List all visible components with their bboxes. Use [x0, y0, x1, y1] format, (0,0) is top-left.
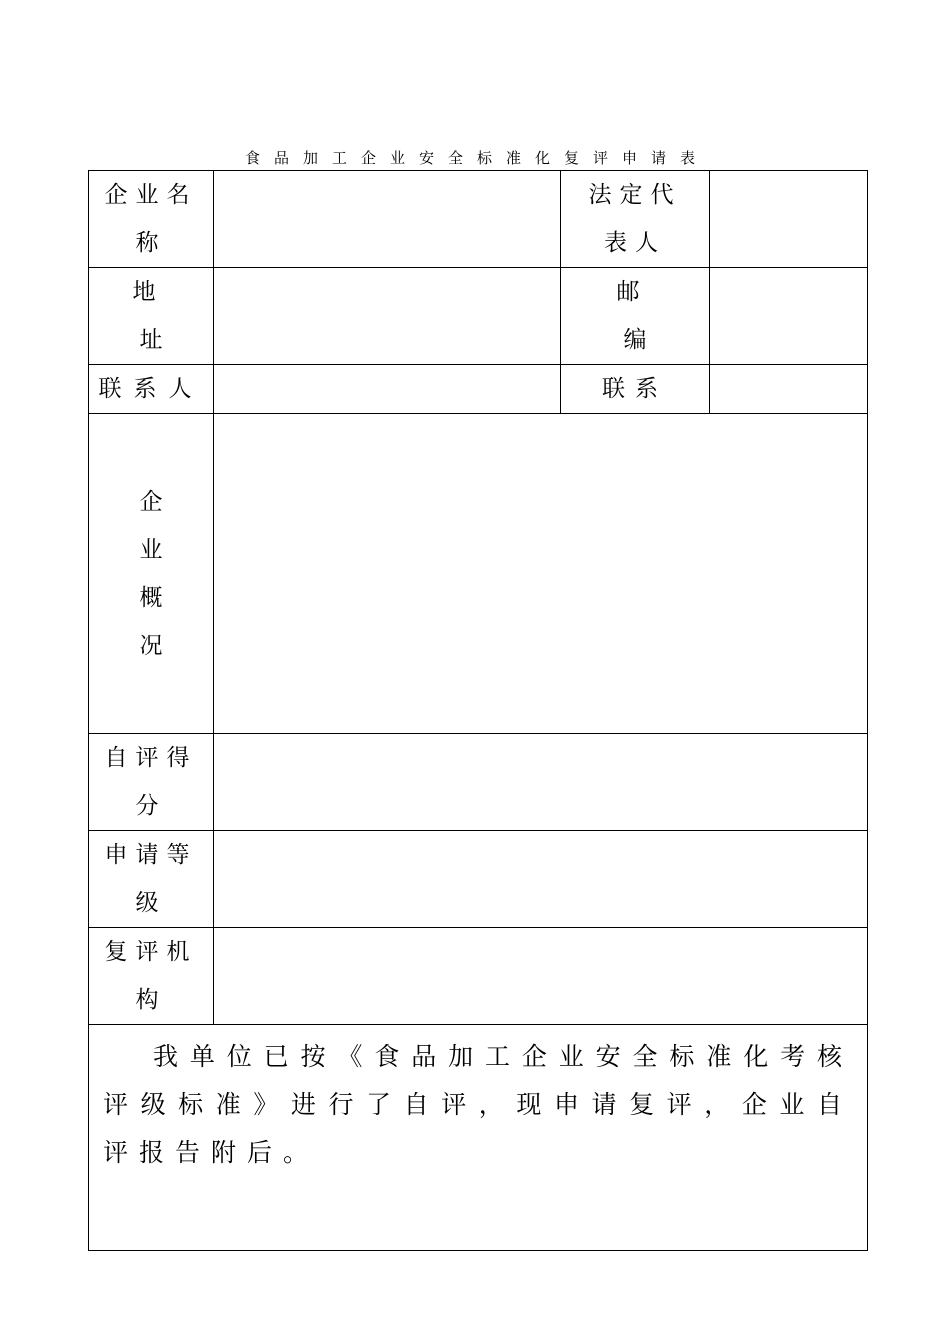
overview-label: 企 业 概 况 [89, 414, 214, 734]
review-org-label: 复评机 构 [89, 928, 214, 1025]
contact-person-field[interactable] [214, 365, 561, 414]
review-org-field[interactable] [214, 928, 868, 1025]
self-score-label: 自评得 分 [89, 734, 214, 831]
postcode-field[interactable] [710, 268, 868, 365]
legal-rep-field[interactable] [710, 171, 868, 268]
contact-label: 联系 [561, 365, 710, 414]
company-name-field[interactable] [214, 171, 561, 268]
overview-field[interactable] [214, 414, 868, 734]
address-field[interactable] [214, 268, 561, 365]
application-form-table [88, 170, 868, 1251]
statement-text: 我单位已按《食品加工企业安全标准化考核评级标准》进行了自评，现申请复评，企业自评报告附后。 [103, 1042, 853, 1167]
address-label: 地 址 [89, 268, 214, 365]
company-name-label: 企业名 称 [89, 171, 214, 268]
postcode-label: 邮 编 [561, 268, 710, 365]
contact-person-label: 联系人 [89, 365, 214, 414]
legal-rep-label: 法定代 表人 [561, 171, 710, 268]
statement-cell [89, 1025, 868, 1251]
apply-level-label: 申请等 级 [89, 831, 214, 928]
contact-field[interactable] [710, 365, 868, 414]
self-score-field[interactable] [214, 734, 868, 831]
apply-level-field[interactable] [214, 831, 868, 928]
form-title: 食品加工企业安全标准化复评申请表 [244, 149, 709, 167]
